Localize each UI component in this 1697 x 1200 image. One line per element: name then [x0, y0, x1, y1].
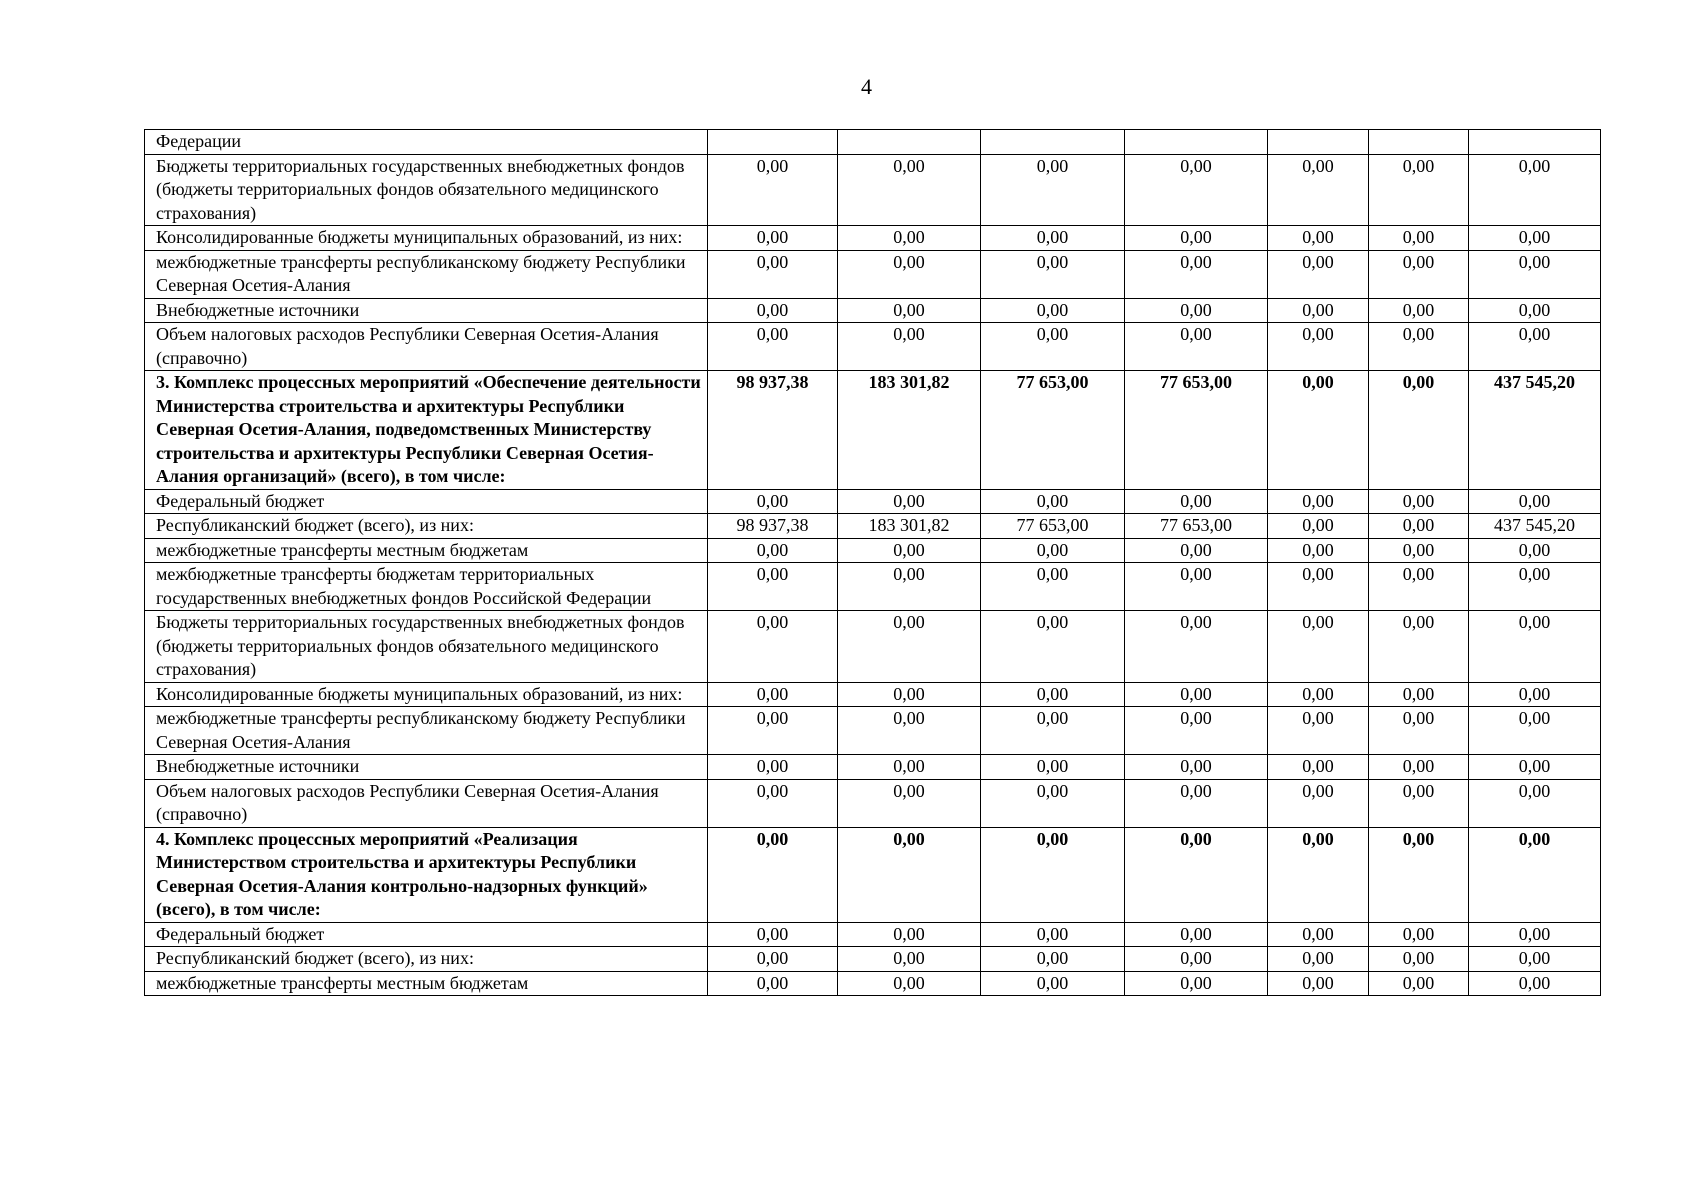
value-cell: 437 545,20 [1469, 371, 1601, 490]
row-label: 3. Комплекс процессных мероприятий «Обеспечение деятельности Министерства строительства и архитектуры Республики Северная Осетия-Алания, подведомственных Министерству строительства и архитектуры Республики Северная Осетия-Алания организаций» (всего), в том числе: [145, 371, 708, 490]
value-cell: 0,00 [1268, 707, 1369, 755]
value-cell: 0,00 [981, 682, 1125, 707]
value-cell: 0,00 [1369, 611, 1469, 683]
row-label: межбюджетные трансферты местным бюджетам [145, 971, 708, 996]
value-cell: 0,00 [838, 154, 981, 226]
value-cell: 0,00 [981, 563, 1125, 611]
value-cell: 0,00 [1469, 538, 1601, 563]
value-cell: 0,00 [1268, 226, 1369, 251]
value-cell: 0,00 [981, 226, 1125, 251]
value-cell: 0,00 [1469, 323, 1601, 371]
value-cell: 0,00 [1469, 611, 1601, 683]
value-cell: 0,00 [981, 755, 1125, 780]
value-cell: 0,00 [1469, 250, 1601, 298]
row-label: Объем налоговых расходов Республики Северная Осетия-Алания (справочно) [145, 323, 708, 371]
value-cell: 0,00 [1369, 971, 1469, 996]
row-label: Внебюджетные источники [145, 755, 708, 780]
value-cell: 0,00 [708, 947, 838, 972]
value-cell: 0,00 [1469, 779, 1601, 827]
value-cell: 0,00 [708, 755, 838, 780]
value-cell: 0,00 [838, 489, 981, 514]
value-cell: 0,00 [838, 947, 981, 972]
value-cell: 0,00 [981, 611, 1125, 683]
budget-table-body [145, 130, 1601, 996]
value-cell: 0,00 [981, 922, 1125, 947]
value-cell: 0,00 [1469, 226, 1601, 251]
value-cell: 0,00 [838, 611, 981, 683]
value-cell [1268, 130, 1369, 155]
value-cell: 0,00 [1369, 154, 1469, 226]
budget-table [144, 129, 1601, 996]
value-cell: 0,00 [1369, 371, 1469, 490]
row-label: Бюджеты территориальных государственных внебюджетных фондов (бюджеты территориальных фондов обязательного медицинского страхования) [145, 611, 708, 683]
value-cell: 0,00 [1369, 827, 1469, 922]
value-cell: 0,00 [1125, 154, 1268, 226]
value-cell: 183 301,82 [838, 371, 981, 490]
table-row [145, 154, 1601, 226]
value-cell: 77 653,00 [981, 371, 1125, 490]
value-cell: 0,00 [1268, 922, 1369, 947]
value-cell: 0,00 [1125, 298, 1268, 323]
value-cell: 0,00 [708, 226, 838, 251]
value-cell: 0,00 [1268, 298, 1369, 323]
value-cell: 0,00 [1125, 682, 1268, 707]
value-cell: 183 301,82 [838, 514, 981, 539]
table-row [145, 298, 1601, 323]
value-cell: 0,00 [1125, 250, 1268, 298]
table-row [145, 779, 1601, 827]
value-cell: 0,00 [708, 971, 838, 996]
table-row [145, 371, 1601, 490]
value-cell: 0,00 [838, 298, 981, 323]
row-label: межбюджетные трансферты бюджетам территориальных государственных внебюджетных фондов Российской Федерации [145, 563, 708, 611]
value-cell: 0,00 [708, 611, 838, 683]
row-label: Республиканский бюджет (всего), из них: [145, 947, 708, 972]
value-cell: 0,00 [1369, 250, 1469, 298]
value-cell: 0,00 [1369, 489, 1469, 514]
value-cell: 77 653,00 [981, 514, 1125, 539]
value-cell: 0,00 [981, 538, 1125, 563]
value-cell: 0,00 [1469, 682, 1601, 707]
value-cell: 0,00 [981, 707, 1125, 755]
value-cell: 0,00 [708, 827, 838, 922]
table-row [145, 130, 1601, 155]
table-row [145, 682, 1601, 707]
value-cell: 0,00 [1469, 922, 1601, 947]
table-row [145, 226, 1601, 251]
row-label: Федерации [145, 130, 708, 155]
value-cell: 0,00 [1469, 298, 1601, 323]
row-label: Консолидированные бюджеты муниципальных образований, из них: [145, 226, 708, 251]
value-cell: 77 653,00 [1125, 371, 1268, 490]
value-cell: 0,00 [1268, 779, 1369, 827]
value-cell: 0,00 [1125, 827, 1268, 922]
value-cell [1369, 130, 1469, 155]
value-cell: 0,00 [1369, 755, 1469, 780]
table-row [145, 514, 1601, 539]
table-row [145, 563, 1601, 611]
value-cell [981, 130, 1125, 155]
value-cell [838, 130, 981, 155]
table-row [145, 538, 1601, 563]
value-cell: 0,00 [981, 947, 1125, 972]
table-row [145, 755, 1601, 780]
row-label: Федеральный бюджет [145, 922, 708, 947]
row-label: Консолидированные бюджеты муниципальных образований, из них: [145, 682, 708, 707]
value-cell: 0,00 [1469, 947, 1601, 972]
table-row [145, 250, 1601, 298]
table-row [145, 323, 1601, 371]
value-cell: 0,00 [1268, 154, 1369, 226]
value-cell: 0,00 [1268, 514, 1369, 539]
value-cell: 0,00 [981, 971, 1125, 996]
value-cell: 0,00 [838, 682, 981, 707]
row-label: межбюджетные трансферты республиканскому бюджету Республики Северная Осетия-Алания [145, 250, 708, 298]
value-cell: 0,00 [1268, 755, 1369, 780]
row-label: Объем налоговых расходов Республики Северная Осетия-Алания (справочно) [145, 779, 708, 827]
value-cell: 0,00 [1369, 947, 1469, 972]
value-cell: 0,00 [708, 323, 838, 371]
value-cell: 0,00 [1369, 226, 1469, 251]
value-cell: 0,00 [1369, 682, 1469, 707]
row-label: Внебюджетные источники [145, 298, 708, 323]
value-cell: 0,00 [1369, 323, 1469, 371]
table-row [145, 707, 1601, 755]
value-cell [1125, 130, 1268, 155]
table-row [145, 611, 1601, 683]
value-cell: 0,00 [1268, 947, 1369, 972]
value-cell: 0,00 [1469, 827, 1601, 922]
value-cell: 0,00 [1369, 922, 1469, 947]
table-row [145, 947, 1601, 972]
row-label: Республиканский бюджет (всего), из них: [145, 514, 708, 539]
value-cell: 0,00 [1125, 947, 1268, 972]
value-cell: 0,00 [981, 779, 1125, 827]
value-cell: 0,00 [1369, 298, 1469, 323]
value-cell: 0,00 [708, 779, 838, 827]
value-cell: 0,00 [838, 563, 981, 611]
row-label: межбюджетные трансферты республиканскому бюджету Республики Северная Осетия-Алания [145, 707, 708, 755]
row-label: межбюджетные трансферты местным бюджетам [145, 538, 708, 563]
value-cell: 0,00 [1125, 538, 1268, 563]
value-cell: 0,00 [1268, 371, 1369, 490]
value-cell: 437 545,20 [1469, 514, 1601, 539]
value-cell: 0,00 [708, 682, 838, 707]
value-cell: 0,00 [708, 250, 838, 298]
table-row [145, 489, 1601, 514]
value-cell: 0,00 [838, 250, 981, 298]
value-cell: 0,00 [838, 922, 981, 947]
value-cell: 0,00 [708, 298, 838, 323]
value-cell: 0,00 [838, 779, 981, 827]
value-cell [708, 130, 838, 155]
value-cell: 0,00 [1268, 971, 1369, 996]
value-cell: 0,00 [981, 250, 1125, 298]
value-cell: 0,00 [708, 922, 838, 947]
value-cell: 0,00 [1469, 563, 1601, 611]
value-cell: 0,00 [1469, 755, 1601, 780]
value-cell: 0,00 [1268, 538, 1369, 563]
value-cell: 0,00 [1369, 779, 1469, 827]
value-cell: 0,00 [1125, 611, 1268, 683]
value-cell: 77 653,00 [1125, 514, 1268, 539]
value-cell: 0,00 [1369, 538, 1469, 563]
value-cell: 0,00 [708, 489, 838, 514]
value-cell: 0,00 [1268, 563, 1369, 611]
value-cell: 0,00 [1369, 707, 1469, 755]
value-cell: 0,00 [708, 707, 838, 755]
table-row [145, 922, 1601, 947]
value-cell: 0,00 [1125, 779, 1268, 827]
value-cell: 0,00 [1369, 514, 1469, 539]
value-cell: 0,00 [838, 707, 981, 755]
value-cell: 0,00 [981, 827, 1125, 922]
value-cell: 0,00 [1268, 250, 1369, 298]
value-cell: 98 937,38 [708, 371, 838, 490]
table-row [145, 971, 1601, 996]
value-cell: 0,00 [1125, 922, 1268, 947]
value-cell: 0,00 [708, 563, 838, 611]
value-cell: 0,00 [1369, 563, 1469, 611]
value-cell: 0,00 [838, 538, 981, 563]
value-cell: 0,00 [1125, 971, 1268, 996]
value-cell: 0,00 [1268, 611, 1369, 683]
value-cell: 0,00 [1268, 682, 1369, 707]
value-cell: 0,00 [1125, 563, 1268, 611]
value-cell: 0,00 [981, 298, 1125, 323]
row-label: Бюджеты территориальных государственных внебюджетных фондов (бюджеты территориальных фондов обязательного медицинского страхования) [145, 154, 708, 226]
value-cell: 0,00 [838, 323, 981, 371]
row-label: 4. Комплекс процессных мероприятий «Реализация Министерством строительства и архитектуры Республики Северная Осетия-Алания контрольно-надзорных функций» (всего), в том числе: [145, 827, 708, 922]
value-cell: 0,00 [1125, 707, 1268, 755]
value-cell: 0,00 [1125, 489, 1268, 514]
value-cell: 0,00 [708, 538, 838, 563]
value-cell: 0,00 [1268, 323, 1369, 371]
value-cell: 0,00 [1125, 323, 1268, 371]
page-number: 4 [861, 74, 872, 99]
value-cell: 0,00 [1268, 827, 1369, 922]
value-cell: 0,00 [838, 971, 981, 996]
value-cell: 0,00 [981, 154, 1125, 226]
table-row [145, 827, 1601, 922]
value-cell: 98 937,38 [708, 514, 838, 539]
value-cell: 0,00 [1125, 755, 1268, 780]
value-cell: 0,00 [1125, 226, 1268, 251]
value-cell: 0,00 [1469, 707, 1601, 755]
value-cell: 0,00 [1469, 154, 1601, 226]
value-cell: 0,00 [838, 755, 981, 780]
value-cell: 0,00 [708, 154, 838, 226]
row-label: Федеральный бюджет [145, 489, 708, 514]
value-cell: 0,00 [1268, 489, 1369, 514]
value-cell: 0,00 [838, 827, 981, 922]
value-cell: 0,00 [1469, 971, 1601, 996]
value-cell: 0,00 [981, 489, 1125, 514]
value-cell: 0,00 [838, 226, 981, 251]
value-cell: 0,00 [981, 323, 1125, 371]
value-cell: 0,00 [1469, 489, 1601, 514]
value-cell [1469, 130, 1601, 155]
